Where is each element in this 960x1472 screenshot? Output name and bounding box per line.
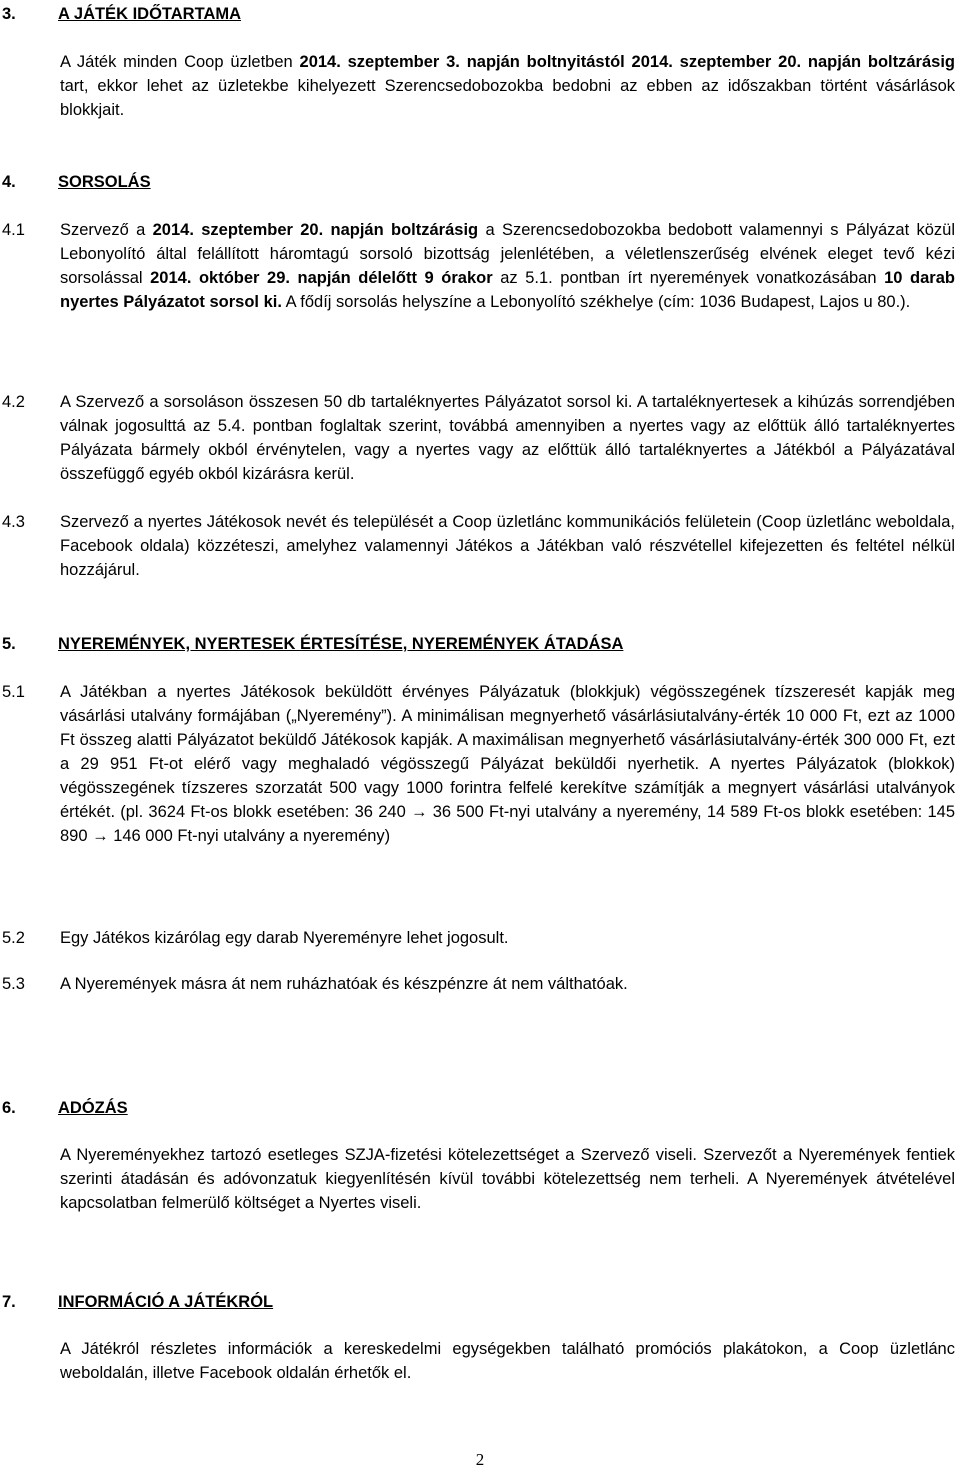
clause-5-2: [2, 926, 955, 950]
clause-4-1: [2, 218, 955, 314]
clause-number: 4.2: [2, 393, 25, 411]
section-4-heading: [2, 170, 151, 194]
clause-5-3: [2, 972, 955, 996]
section-number: 4.: [2, 173, 16, 191]
clause-text: Egy Játékos kizárólag egy darab Nyereményre lehet jogosult.: [60, 929, 509, 947]
section-number: 3.: [2, 5, 16, 23]
section-title: SORSOLÁS: [58, 173, 151, 191]
section-title: ADÓZÁS: [58, 1099, 128, 1117]
page-number: 2: [475, 1450, 485, 1469]
section-number: 5.: [2, 635, 16, 653]
section-title: A JÁTÉK IDŐTARTAMA: [58, 5, 242, 23]
clause-number: 5.3: [2, 975, 25, 993]
section-6-paragraph: A Nyereményekhez tartozó esetleges SZJA-fizetési kötelezettséget a Szervező viseli. Szervezőt a Nyeremények fentiek szerinti átadásán és adóvonzatuk kiegyenlítésén kívül további kötelezettség nem terheli. A Nyeremények átvételével kapcsolatban felmerülő költséget a Nyertes viseli.: [60, 1146, 955, 1212]
clause-number: 4.1: [2, 221, 25, 239]
clause-4-2: [2, 390, 955, 486]
clause-4-3: [2, 510, 955, 582]
clause-text: A Játékban a nyertes Játékosok beküldött érvényes Pályázatuk (blokkjuk) végösszegének tízszeresét kapják meg vásárlási utalvány formájában („Nyeremény”). A minimálisan megnyerhető vásárlásiutalvány-érték 10 000 Ft, ezt az 1000 Ft összeg alatti Pályázatot beküldő Játékosok kapják. A maximálisan megnyerhető vásárlásiutalvány-érték 300 000 Ft, ezt a 29 951 Ft-ot elérő vagy meghaladó végösszegű Pályázat beküldői nyerhetik. A nyertes Pályázatok (blokkok) végösszegének tízszeres szorzatát 500 vagy 1000 forintra felfelé kerekítve számítják a megnyert vásárlási utalványok értékét. (pl. 3624 Ft-os blokk esetében: 36 240 → 36 500 Ft-nyi utalvány a nyeremény, 14 589 Ft-os blokk esetében: 145 890 → 146 000 Ft-nyi utalvány a nyeremény): [60, 683, 955, 845]
section-3-paragraph: A Játék minden Coop üzletben 2014. szeptember 3. napján boltnyitástól 2014. szeptember 20. napján boltzárásig tart, ekkor lehet az üzletekbe kihelyezett Szerencsedobozokba bedobni az ebben az időszakban történt vásárlások blokkjait.: [60, 53, 955, 119]
section-number: 7.: [2, 1293, 16, 1311]
section-7-heading: [2, 1290, 273, 1314]
section-3-heading: [2, 2, 241, 26]
section-6-heading: [2, 1096, 128, 1120]
section-title: INFORMÁCIÓ A JÁTÉKRÓL: [58, 1293, 274, 1311]
clause-text: A Nyeremények másra át nem ruházhatóak és készpénzre át nem válthatóak.: [60, 975, 628, 993]
section-number: 6.: [2, 1099, 16, 1117]
clause-text: Szervező a nyertes Játékosok nevét és települését a Coop üzletlánc kommunikációs felületein (Coop üzletlánc weboldala, Facebook oldala) közzéteszi, amelyhez valamennyi Játékos a Játékban való részvétellel kifejezetten és feltétel nélkül hozzájárul.: [60, 513, 955, 579]
clause-text: Szervező a 2014. szeptember 20. napján boltzárásig a Szerencsedobozokba bedobott valamennyi s Pályázat közül Lebonyolító által felállított háromtagú sorsoló bizottság jelenlétében, a véletlenszerűség elvének eleget tevő kézi sorsolással 2014. október 29. napján délelőtt 9 órakor az 5.1. pontban írt nyeremények vonatkozásában 10 darab nyertes Pályázatot sorsol ki. A fődíj sorsolás helyszíne a Lebonyolító székhelye (cím: 1036 Budapest, Lajos u 80.).: [60, 221, 956, 311]
section-7-paragraph: A Játékról részletes információk a kereskedelmi egységekben található promóciós plakátokon, a Coop üzletlánc weboldalán, illetve Facebook oldalán érhetők el.: [60, 1340, 955, 1382]
clause-number: 4.3: [2, 513, 25, 531]
clause-number: 5.1: [2, 683, 25, 701]
clause-number: 5.2: [2, 929, 25, 947]
section-title: NYEREMÉNYEK, NYERTESEK ÉRTESÍTÉSE, NYEREMÉNYEK ÁTADÁSA: [58, 635, 624, 653]
section-5-heading: [2, 632, 623, 656]
clause-5-1: [2, 680, 955, 848]
clause-text: A Szervező a sorsoláson összesen 50 db tartaléknyertes Pályázatot sorsol ki. A tartaléknyertesek a kihúzás sorrendjében válnak jogosulttá az 5.4. pontban foglaltak szerint, továbbá amennyiben a nyertes vagy az előttük álló tartaléknyertes Pályázata bármely okból érvénytelen, vagy a nyertes vagy az előttük álló tartaléknyertes a Játékból a Pályázatával összefüggő egyéb okból kizárásra kerül.: [60, 393, 955, 483]
